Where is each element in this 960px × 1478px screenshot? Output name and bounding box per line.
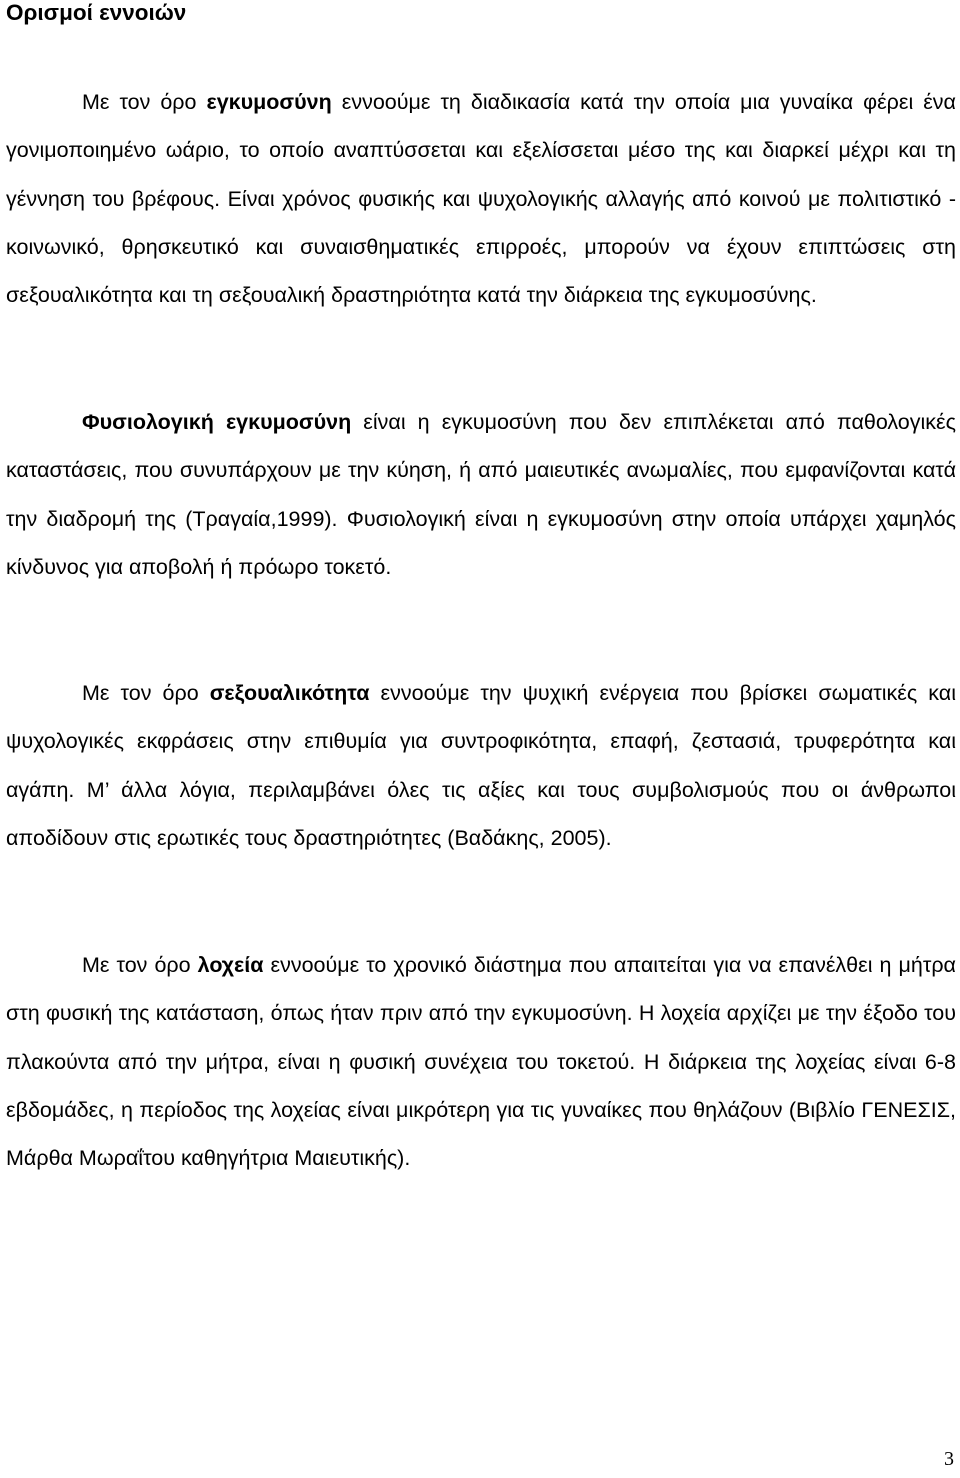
- page-number: 3: [944, 1448, 954, 1470]
- paragraph-lead-text: Με τον όρο: [82, 90, 207, 114]
- paragraph-pregnancy-definition: [6, 78, 956, 319]
- paragraph-puerperium-definition: [6, 941, 956, 1182]
- paragraph-body-text: εννοούμε την ψυχική ενέργεια που βρίσκει σωματικές και ψυχολογικές εκφράσεις στην επιθυμία για συντροφικότητα, επαφή, ζεστασιά, τρυφερότητα και αγάπη. Μ’ άλλα λόγια, περιλαμβάνει όλες τις αξίες και τους συμβολισμούς που οι άνθρωποι αποδίδουν στις ερωτικές τους δραστηριότητες (Βαδάκης, 2005).: [6, 681, 956, 850]
- defined-term-physiological-pregnancy: Φυσιολογική εγκυμοσύνη: [82, 410, 352, 434]
- paragraph-lead-text: Με τον όρο: [82, 953, 198, 977]
- defined-term-sexuality: σεξουαλικότητα: [209, 681, 370, 705]
- section-heading: Ορισμοί εννοιών: [6, 0, 187, 25]
- paragraph-sexuality-definition: [6, 669, 956, 862]
- paragraph-body-text: εννοούμε το χρονικό διάστημα που απαιτείται για να επανέλθει η μήτρα στη φυσική της κατάσταση, όπως ήταν πριν από την εγκυμοσύνη. Η λοχεία αρχίζει με την έξοδο του πλακούντα από την μήτρα, είναι η φυσική συνέχεια του τοκετού. Η διάρκεια της λοχείας είναι 6-8 εβδομάδες, η περίοδος της λοχείας είναι μικρότερη για τις γυναίκες που θηλάζουν (Βιβλίο ΓΕΝΕΣΙΣ, Μάρθα Μωραΐτου καθηγήτρια Μαιευτικής).: [6, 953, 956, 1171]
- paragraph-physiological-pregnancy: [6, 398, 956, 591]
- paragraph-body-text: εννοούμε τη διαδικασία κατά την οποία μια γυναίκα φέρει ένα γονιμοποιημένο ωάριο, το οποίο αναπτύσσεται και εξελίσσεται μέσο της και διαρκεί μέχρι και τη γέννηση του βρέφους. Είναι χρόνος φυσικής και ψυχολογικής αλλαγής από κοινού με πολιτιστικό - κοινωνικό, θρησκευτικό και συναισθηματικές επιρροές, μπορούν να έχουν επιπτώσεις στη σεξουαλικότητα και τη σεξουαλική δραστηριότητα κατά την διάρκεια της εγκυμοσύνης.: [6, 90, 956, 308]
- paragraph-lead-text: Με τον όρο: [82, 681, 210, 705]
- defined-term-pregnancy: εγκυμοσύνη: [206, 90, 332, 114]
- paragraph-body-text: είναι η εγκυμοσύνη που δεν επιπλέκεται από παθολογικές καταστάσεις, που συνυπάρχουν με την κύηση, ή από μαιευτικές ανωμαλίες, που εμφανίζονται κατά την διαδρομή της (Τραγαία,1999). Φυσιολογική είναι η εγκυμοσύνη στην οποία υπάρχει χαμηλός κίνδυνος για αποβολή ή πρόωρο τοκετό.: [6, 410, 956, 579]
- defined-term-puerperium: λοχεία: [197, 953, 264, 977]
